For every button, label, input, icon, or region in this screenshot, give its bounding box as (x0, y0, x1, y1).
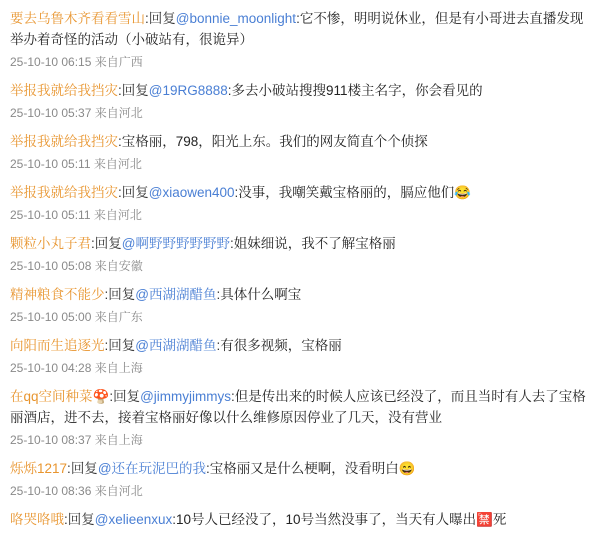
comment-text: 多去小破站搜搜911楼主名字，你会看见的 (231, 83, 483, 98)
comment-author[interactable]: 咯哭咯哦 (10, 512, 64, 527)
comment-body (10, 456, 590, 480)
comment-body (10, 231, 590, 255)
mention-link[interactable]: @xelieenxux (94, 512, 173, 527)
mention-separator: : (216, 338, 221, 353)
comment-author-separator: : (118, 83, 122, 98)
comment-meta: 25-10-10 06:15 来自广西 (10, 55, 143, 69)
comment-text: 但是传出来的时候人应该已经没了，而且当时有人去了宝格丽酒店，进不去，接着宝格丽好像以什么维修原因停业了几天，没有营业 (10, 389, 586, 425)
mention-separator: : (296, 11, 300, 26)
comment-meta: 25-10-10 05:08 来自安徽 (10, 259, 143, 273)
comment-author-separator: : (91, 236, 95, 251)
comment-author-separator: : (118, 185, 122, 200)
comment-item[interactable] (10, 456, 590, 507)
comment-author[interactable]: 举报我就给我挡灾 (10, 185, 118, 200)
comment-body (10, 507, 590, 531)
comment-text: 姐妹细说，我不了解宝格丽 (233, 236, 396, 251)
reply-prefix: 回复 (121, 83, 149, 98)
comment-text: 具体什么啊宝 (220, 287, 302, 302)
mention-link[interactable]: @bonnie_moonlight (175, 11, 297, 26)
comment-body (10, 282, 590, 306)
comment-author-separator: : (109, 389, 114, 404)
comment-author[interactable]: 举报我就给我挡灾 (10, 83, 118, 98)
comment-body (10, 333, 590, 357)
comment-body (10, 78, 590, 102)
comment-item[interactable] (10, 231, 590, 282)
comment-text: 宝格丽又是什么梗啊，没看明白😄 (209, 461, 416, 476)
mention-separator: : (234, 185, 239, 200)
comment-author[interactable]: 烁烁1217 (10, 461, 68, 476)
comment-meta: 25-10-10 05:11 来自河北 (10, 208, 142, 222)
comment-author[interactable]: 举报我就给我挡灾 (10, 134, 118, 149)
comment-meta: 25-10-10 05:37 来自河北 (10, 106, 143, 120)
mention-separator: : (206, 461, 210, 476)
comment-body (10, 6, 590, 51)
comment-item[interactable] (10, 333, 590, 384)
mention-separator: : (229, 236, 234, 251)
reply-prefix: 回复 (108, 287, 136, 302)
comment-author-separator: : (104, 287, 109, 302)
comment-author-separator: : (104, 338, 109, 353)
comment-meta: 25-10-10 05:00 来自广东 (10, 310, 143, 324)
comment-text: 10号人已经没了，10号当然没事了，当天有人曝出🈲死 (176, 512, 507, 527)
mention-link[interactable]: @jimmyjimmys (140, 389, 232, 404)
mention-link[interactable]: @还在玩泥巴的我 (97, 461, 207, 476)
reply-prefix: 回复 (70, 461, 98, 476)
comment-author-separator: : (145, 11, 149, 26)
reply-prefix: 回复 (108, 338, 136, 353)
comment-text: 宝格丽，798，阳光上东。我们的网友简直个个侦探 (121, 134, 428, 149)
comment-author-separator: : (64, 512, 68, 527)
comment-item[interactable] (10, 282, 590, 333)
comment-meta: 25-10-10 08:37 来自上海 (10, 433, 143, 447)
reply-prefix: 回复 (94, 236, 122, 251)
comment-item[interactable] (10, 384, 590, 456)
mention-link[interactable]: @xiaowen400 (148, 185, 235, 200)
mention-separator: : (216, 287, 221, 302)
comment-item[interactable] (10, 180, 590, 231)
comment-text: 它不惨，明明说休业，但是有小哥进去直播发现举办着奇怪的活动（小破站有，很诡异） (10, 11, 584, 47)
mention-link[interactable]: @西湖湖醋鱼 (135, 338, 217, 353)
comment-body (10, 180, 590, 204)
comment-text: 有很多视频，宝格丽 (220, 338, 342, 353)
reply-prefix: 回复 (113, 389, 141, 404)
comment-item[interactable] (10, 78, 590, 129)
mention-separator: : (231, 389, 235, 404)
comment-text: 没事，我嘲笑戴宝格丽的，膈应他们😂 (238, 185, 472, 200)
comment-author[interactable]: 精神粮食不能少 (10, 287, 105, 302)
comment-author-separator: : (118, 134, 122, 149)
mention-link[interactable]: @啊野野野野野野 (121, 236, 230, 251)
comment-item[interactable] (10, 6, 590, 78)
comment-meta: 25-10-10 04:28 来自上海 (10, 361, 143, 375)
comment-author[interactable]: 颗粒小丸子君 (10, 236, 91, 251)
comment-author-separator: : (67, 461, 71, 476)
comment-author[interactable]: 向阳而生追逐光 (10, 338, 105, 353)
comment-author[interactable]: 在qq空间种菜🍄 (10, 389, 110, 404)
comment-body (10, 129, 590, 153)
mention-link[interactable]: @19RG8888 (148, 83, 228, 98)
comment-meta: 25-10-10 08:36 来自河北 (10, 484, 143, 498)
mention-separator: : (172, 512, 177, 527)
comment-body (10, 384, 590, 429)
reply-prefix: 回复 (121, 185, 149, 200)
comment-item[interactable] (10, 129, 590, 180)
mention-link[interactable]: @西湖湖醋鱼 (135, 287, 217, 302)
mention-separator: : (227, 83, 232, 98)
reply-prefix: 回复 (67, 512, 95, 527)
comment-item[interactable] (10, 507, 590, 533)
reply-prefix: 回复 (148, 11, 176, 26)
comment-author[interactable]: 要去乌鲁木齐看看雪山 (10, 11, 145, 26)
comment-meta: 25-10-10 05:11 来自河北 (10, 157, 142, 171)
